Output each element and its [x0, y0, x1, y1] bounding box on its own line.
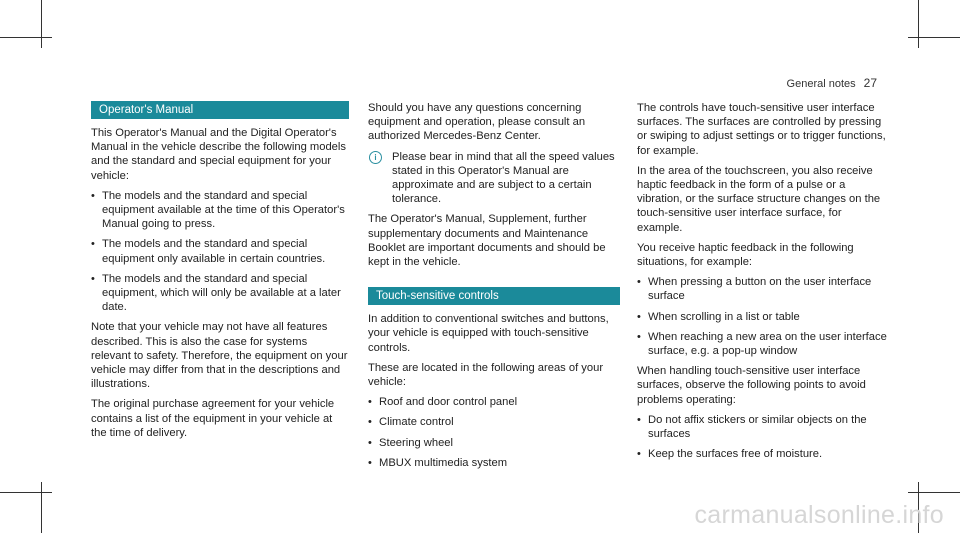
list-item: • MBUX multimedia system — [368, 456, 620, 470]
crop-mark — [41, 482, 42, 533]
list-item: • Keep the surfaces free of moisture. — [637, 447, 887, 461]
column-1 — [91, 101, 349, 446]
bullet-list — [637, 275, 887, 358]
list-item: • When reaching a new area on the user interface surface, e.g. a pop-up window — [637, 330, 887, 358]
paragraph: The controls have touch-sensitive user interface surfaces. The surfaces are controlled by pressing or swiping to adjust settings or to trigger functions, for example. — [637, 102, 886, 157]
list-item: • The models and the standard and special equipment, which will only be available at a later date. — [91, 272, 349, 315]
bullet-list — [368, 395, 620, 470]
paragraph: In the area of the touchscreen, you also receive haptic feedback in the form of a pulse or a vibration, or the surface structure changes on the touch-sensitive user interface surface, for example. — [637, 164, 881, 234]
crop-mark — [41, 0, 42, 48]
paragraph: When handling touch-sensitive user interface surfaces, observe the following points to avoid problems operating: — [637, 365, 866, 406]
bullet-list — [91, 189, 349, 315]
list-item: • Steering wheel — [368, 436, 620, 450]
list-item: • Roof and door control panel — [368, 395, 620, 409]
list-item: • When scrolling in a list or table — [637, 310, 887, 324]
bullet-list — [637, 413, 887, 462]
note-text: Please bear in mind that all the speed values stated in this Operator's Manual are approximate and are subject to a certain tolerance. — [392, 150, 615, 206]
list-item: • Do not affix stickers or similar objects on the surfaces — [637, 413, 887, 441]
paragraph: This Operator's Manual and the Digital Operator's Manual in the vehicle describe the following models and the standard and special equipment for your vehicle: — [91, 127, 346, 182]
info-note — [368, 150, 620, 207]
list-item: • Climate control — [368, 415, 620, 429]
column-2 — [368, 101, 620, 476]
info-icon: i — [369, 151, 382, 164]
page-number: 27 — [863, 76, 877, 90]
crop-mark — [0, 492, 52, 493]
watermark: carmanualsonline.info — [694, 501, 944, 529]
crop-mark — [918, 0, 919, 48]
running-header — [787, 76, 877, 90]
section-heading-touch-controls: Touch-sensitive controls — [368, 287, 620, 305]
paragraph: Note that your vehicle may not have all features described. This is also the case for systems relevant to safety. Therefore, the equipment on your vehicle may differ from that in the descriptions and illustrations. — [91, 321, 348, 391]
crop-mark — [908, 492, 960, 493]
paragraph: The original purchase agreement for your vehicle contains a list of the equipment in your vehicle at the time of delivery. — [91, 398, 335, 439]
list-item: • The models and the standard and special equipment available at the time of this Operator's Manual going to press. — [91, 189, 349, 232]
paragraph: Should you have any questions concerning equipment and operation, please consult an authorized Mercedes-Benz Center. — [368, 102, 586, 143]
section-heading-operators-manual: Operator's Manual — [91, 101, 349, 119]
crop-mark — [908, 37, 960, 38]
paragraph: The Operator's Manual, Supplement, further supplementary documents and Maintenance Booklet are important documents and should be kept in the vehicle. — [368, 213, 606, 269]
crop-mark — [0, 37, 52, 38]
paragraph: In addition to conventional switches and buttons, your vehicle is equipped with touch-sensitive controls. — [368, 313, 609, 354]
paragraph: You receive haptic feedback in the following situations, for example: — [637, 241, 854, 269]
column-3 — [637, 101, 887, 467]
paragraph: These are located in the following areas of your vehicle: — [368, 361, 604, 389]
section-title: General notes — [786, 78, 856, 90]
list-item: • When pressing a button on the user interface surface — [637, 275, 887, 303]
list-item: • The models and the standard and special equipment only available in certain countries. — [91, 237, 349, 265]
